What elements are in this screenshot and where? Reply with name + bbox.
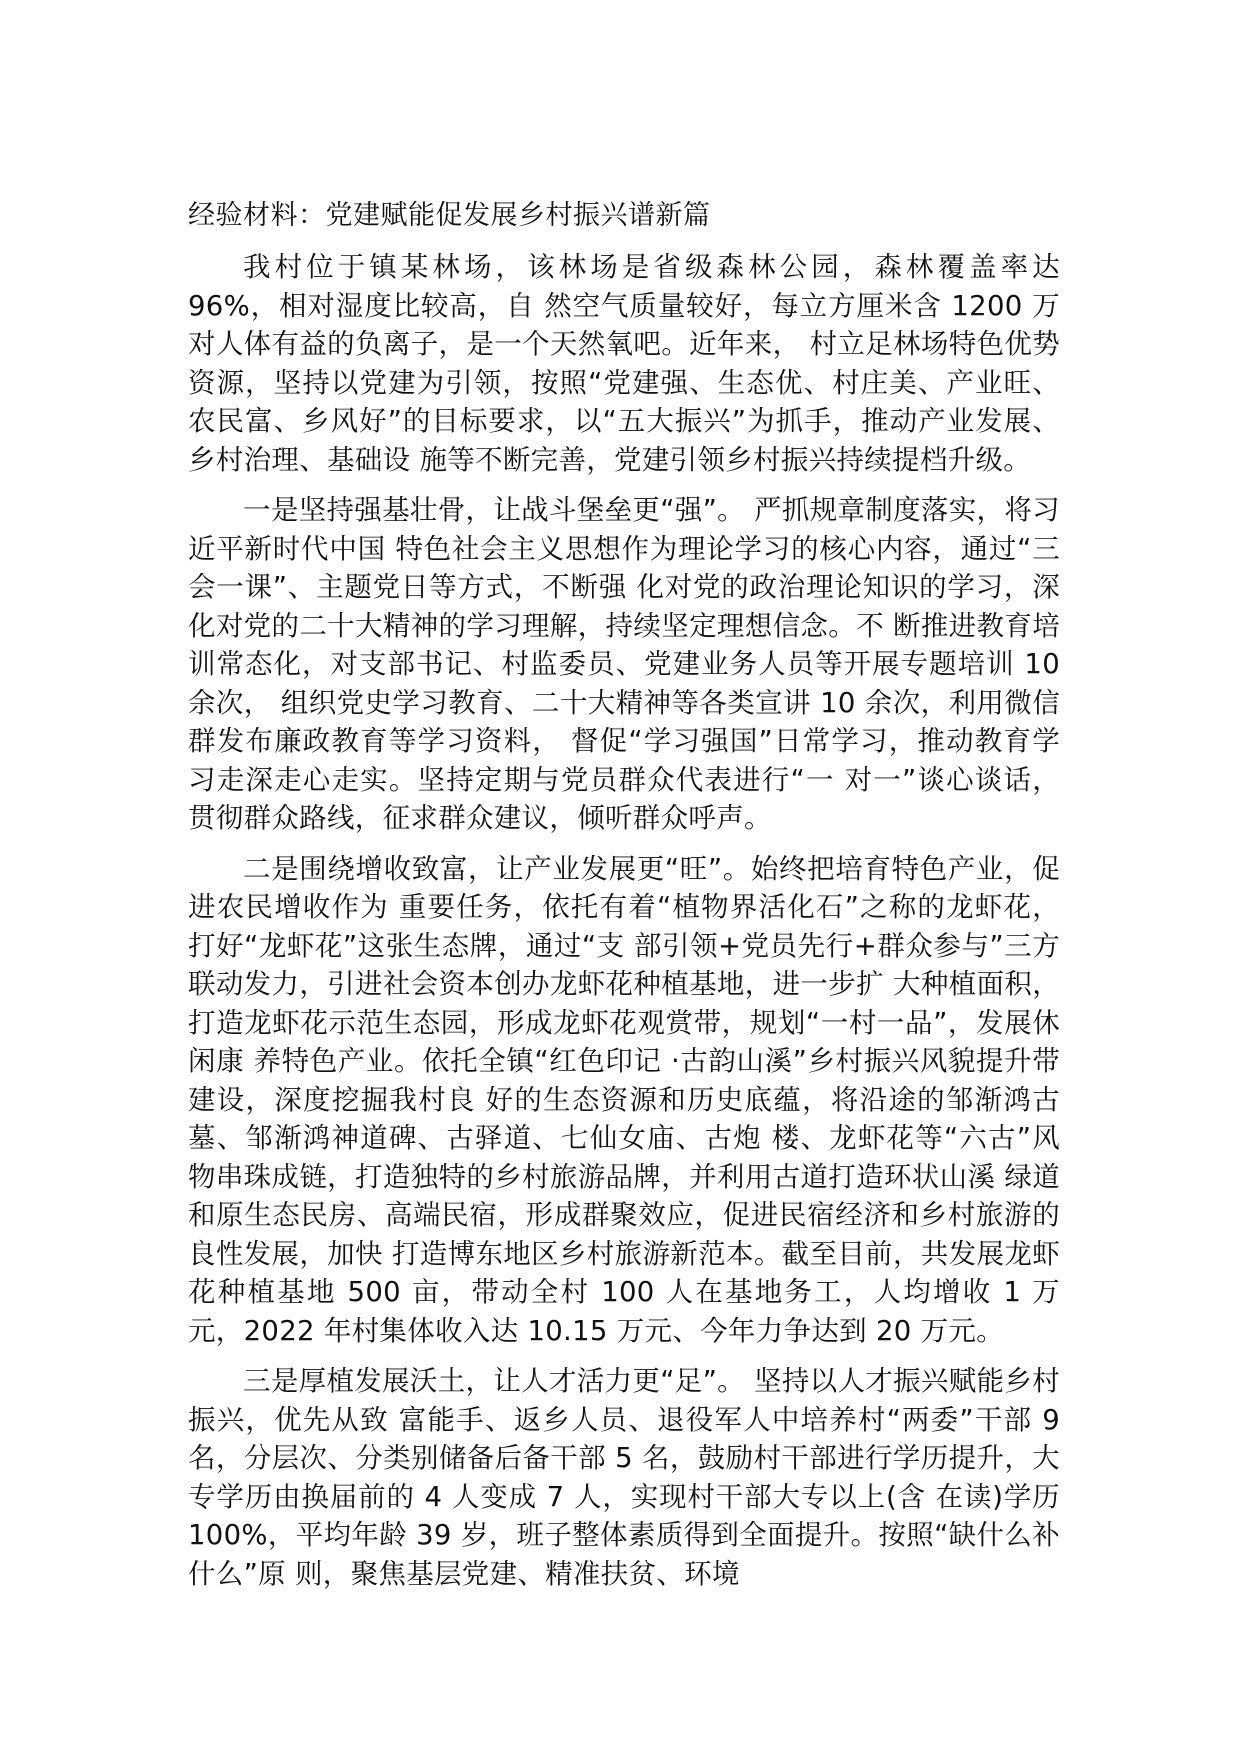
document-title: 经验材料：党建赋能促发展乡村振兴谱新篇	[188, 200, 711, 231]
paragraph-talent: 三是厚植发展沃土，让人才活力更“足”。 坚持以人才振兴赋能乡村振兴，优先从致 富能手、返乡人员、退役军人中培养村“两委”干部 9 名，分层次、分类别储备后备干部 5 名，鼓励村干部进行学历提升，大专学历由换届前的 4 人变成 7 人，实现村干部大专以上(含 在读)学历 100%，平均年龄 39 岁，班子整体素质得到全面提升。按照“缺什么补什么”原 则，聚焦基层党建、精准扶贫、环境	[188, 1365, 1060, 1590]
paragraph-party-building: 一是坚持强基壮骨，让战斗堡垒更“强”。 严抓规章制度落实，将习近平新时代中国 特色社会主义思想作为理论学习的核心内容，通过“三会一课”、主题党日等方式，不断强 化对党的政治理论知识的学习，深化对党的二十大精神的学习理解，持续坚定理想信念。不 断推进教育培训常态化，对支部书记、村监委员、党建业务人员等开展专题培训 10 余次， 组织党史学习教育、二十大精神等各类宣讲 10 余次，利用微信群发布廉政教育等学习资料， 督促“学习强国”日常学习，推动教育学习走深走心走实。坚持定期与党员群众代表进行“一 对一”谈心谈话，贯彻群众路线，征求群众建议，倾听群众呼声。	[188, 494, 1060, 834]
document-page	[188, 196, 1060, 1605]
paragraph-industry: 二是围绕增收致富，让产业发展更“旺”。始终把培育特色产业，促进农民增收作为 重要任务，依托有着“植物界活化石”之称的龙虾花，打好“龙虾花”这张生态牌，通过“支 部引领+党员先行+群众参与”三方联动发力，引进社会资本创办龙虾花种植基地，进一步扩 大种植面积，打造龙虾花示范生态园，形成龙虾花观赏带，规划“一村一品”，发展休闲康 养特色产业。依托全镇“红色印记 ·古韵山溪”乡村振兴风貌提升带建设，深度挖掘我村良 好的生态资源和历史底蕴，将沿途的邹渐鸿古墓、邹渐鸿神道碑、古驿道、七仙女庙、古炮 楼、龙虾花等“六古”风物串珠成链，打造独特的乡村旅游品牌，并利用古道打造环状山溪 绿道和原生态民房、高端民宿，形成群聚效应，促进民宿经济和乡村旅游的良性发展，加快 打造博东地区乡村旅游新范本。截至目前，共发展龙虾花种植基地 500 亩，带动全村 100 人在基地务工，人均增收 1 万元，2022 年村集体收入达 10.15 万元、今年力争达到 20 万元。	[188, 852, 1060, 1347]
paragraph-intro: 我村位于镇某林场，该林场是省级森林公园，森林覆盖率达 96%，相对湿度比较高，自 然空气质量较好，每立方厘米含 1200 万对人体有益的负离子，是一个天然氧吧。近年来， 村立足林场特色优势资源，坚持以党建为引领，按照“党建强、生态优、村庄美、产业旺、 农民富、乡风好”的目标要求，以“五大振兴”为抓手，推动产业发展、乡村治理、基础设 施等不断完善，党建引领乡村振兴持续提档升级。	[188, 251, 1060, 476]
